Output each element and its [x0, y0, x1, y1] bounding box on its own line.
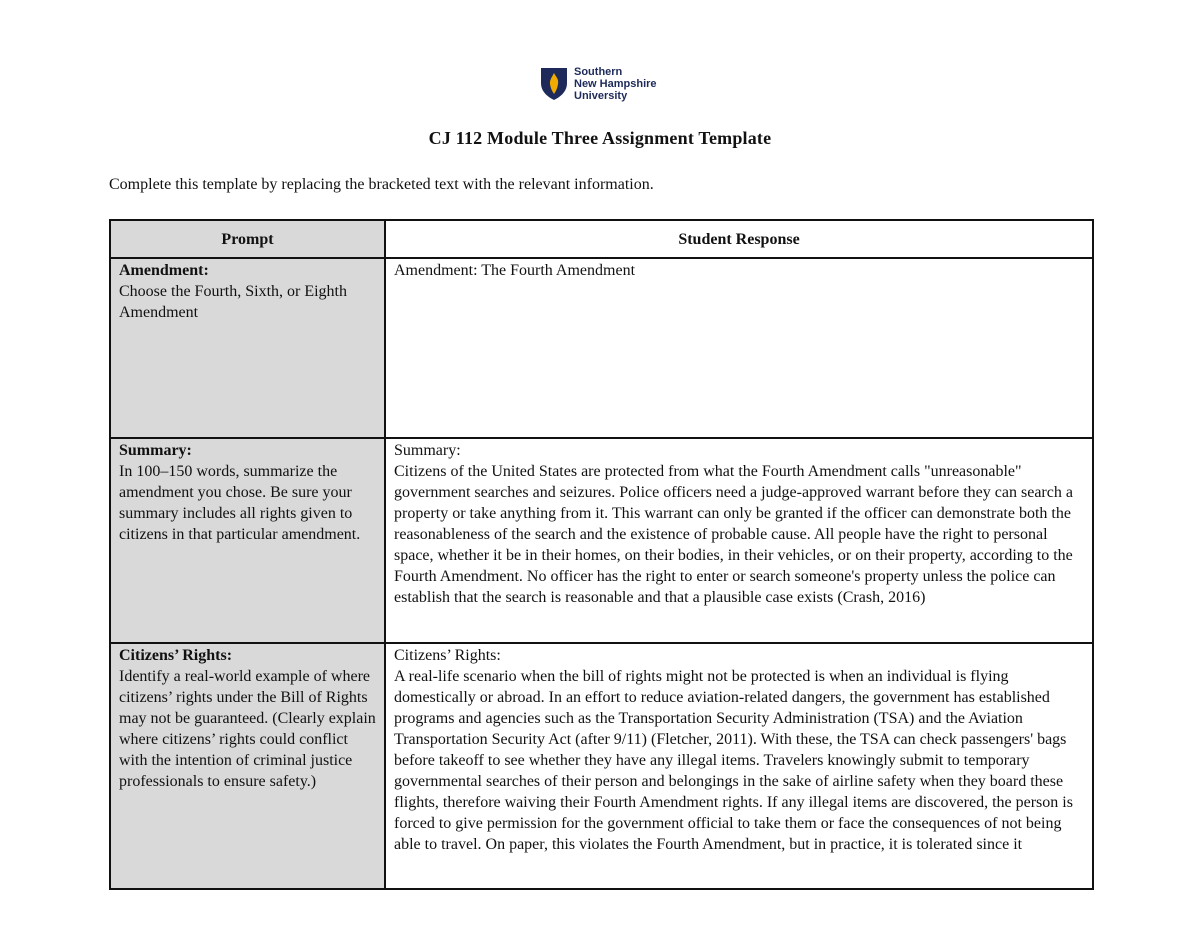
response-cell-citizens-rights[interactable] — [385, 643, 1093, 889]
prompt-text: Choose the Fourth, Sixth, or Eighth Amendment — [119, 283, 347, 321]
instructions-text: Complete this template by replacing the bracketed text with the relevant information. — [109, 176, 654, 193]
response-text: Citizens of the United States are protected from what the Fourth Amendment calls "unreasonable" government searches and seizures. Police officers need a judge-approved warrant before they can search a property or take anything from it. This warrant can only be granted if the officer can demonstrate both the reasonableness of the search and the existence of probable cause. All people have the right to personal space, whether it be in their homes, on their bodies, in their vehicles, or on their property, according to the Fourth Amendment. No officer has the right to enter or search someone's property unless the police can establish that the search is reasonable and that a plausible case exists (Crash, 2016) — [394, 463, 1073, 606]
logo-line-3: University — [574, 90, 628, 102]
logo-line-1: Southern — [574, 66, 623, 78]
response-heading: Amendment: The Fourth Amendment — [394, 262, 636, 279]
prompt-text: Identify a real-world example of where citizens’ rights under the Bill of Rights may not be guaranteed. (Clearly explain where citizens’ rights could conflict with the intention of criminal justice professionals to ensure safety.) — [119, 668, 376, 790]
prompt-text: In 100–150 words, summarize the amendment you chose. Be sure your summary includes all rights given to citizens in that particular amendment. — [119, 463, 361, 543]
table-row — [110, 643, 1093, 889]
prompt-cell-citizens-rights — [110, 643, 385, 889]
response-text: A real-life scenario when the bill of rights might not be protected is when an individual is flying domestically or abroad. In an effort to reduce aviation-related dangers, the government has established programs and agencies such as the Transportation Security Administration (TSA) and the Aviation Transportation Security Act (after 9/11) (Fletcher, 2011). With these, the TSA can check passengers' bags before takeoff to see whether they have any illegal items. Travelers knowingly submit to temporary governmental searches of their person and belongings in the sake of airline safety when they board these flights, therefore waiving their Fourth Amendment rights. If any illegal items are discovered, the person is forced to give permission for the government official to take them or face the consequences of not being able to travel. On paper, this violates the Fourth Amendment, but in practice, it is tolerated since it — [394, 668, 1073, 853]
prompt-cell-amendment — [110, 258, 385, 438]
header-prompt: Prompt — [110, 220, 385, 258]
response-content — [394, 645, 1084, 855]
document-title: CJ 112 Module Three Assignment Template — [428, 128, 772, 148]
prompt-cell-summary — [110, 438, 385, 643]
shield-flame-icon — [540, 67, 568, 101]
response-cell-summary[interactable] — [385, 438, 1093, 643]
prompt-label: Summary: — [119, 442, 192, 459]
response-cell-amendment[interactable] — [385, 258, 1093, 438]
response-heading: Citizens’ Rights: — [394, 647, 501, 664]
logo-wordmark — [574, 66, 657, 102]
table-row — [110, 258, 1093, 438]
response-heading: Summary: — [394, 442, 461, 459]
assignment-table — [109, 219, 1094, 890]
prompt-label: Citizens’ Rights: — [119, 647, 233, 664]
prompt-label: Amendment: — [119, 262, 209, 279]
logo-line-2: New Hampshire — [574, 78, 657, 90]
header-student-response: Student Response — [385, 220, 1093, 258]
table-row — [110, 438, 1093, 643]
table-header-row — [110, 220, 1093, 258]
snhu-logo — [540, 66, 657, 102]
